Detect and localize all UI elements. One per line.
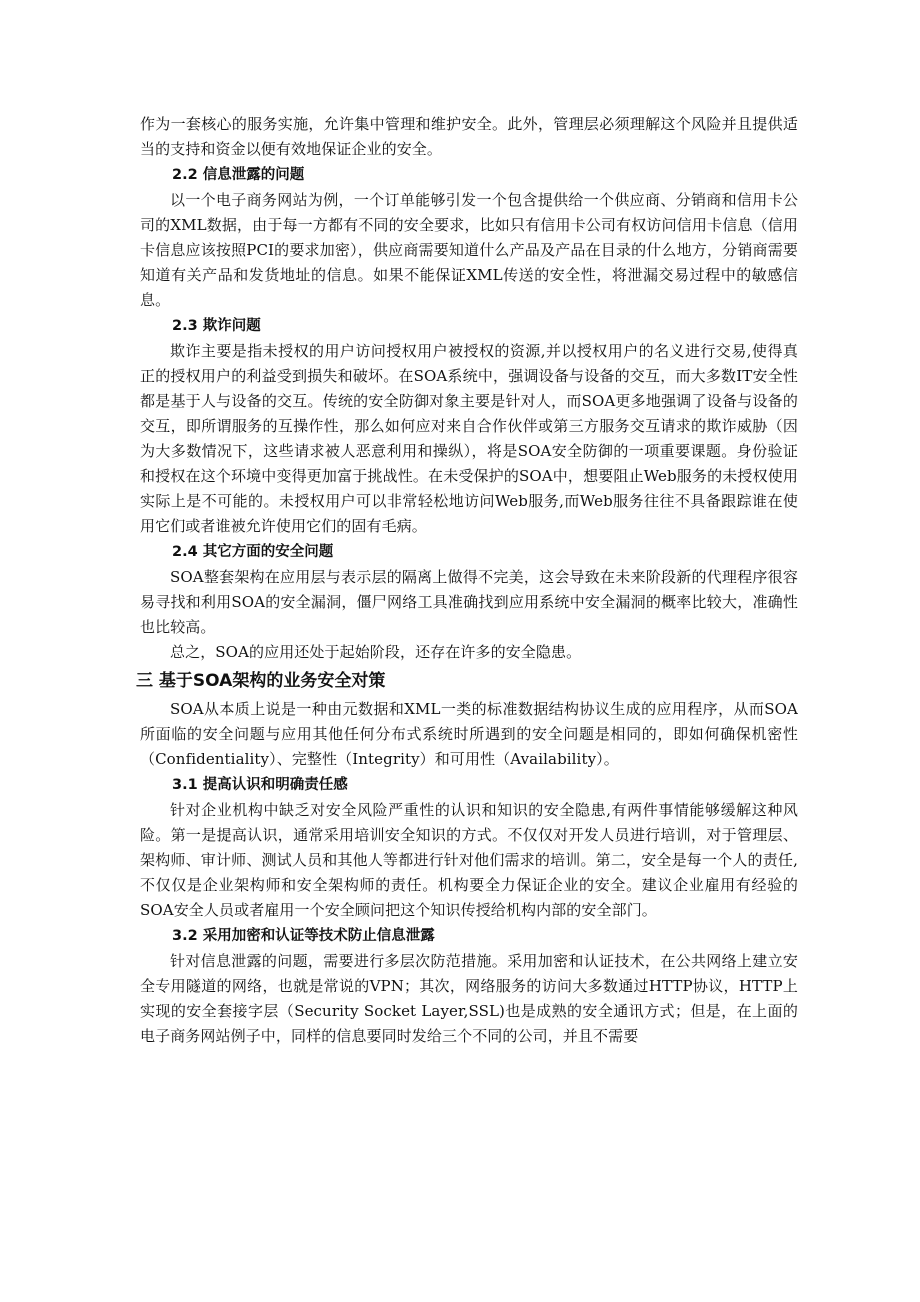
paragraph-fraud: 欺诈主要是指未授权的用户访问授权用户被授权的资源,并以授权用户的名义进行交易,使得真正的授权用户的利益受到损失和破坏。在SOA系统中，强调设备与设备的交互，而大多数IT安全性都是基于人与设备的交互。传统的安全防御对象主要是针对人，而SOA更多地强调了设备与设备的交互，即所谓服务的互操作性，那么如何应对来自合作伙伴或第三方服务交互请求的欺诈威胁（因为大多数情况下，这些请求被人恶意利用和操纵），将是SOA安全防御的一项重要课题。身份验证和授权在这个环境中变得更加富于挑战性。在未受保护的SOA中，想要阻止Web服务的未授权使用实际上是不可能的。未授权用户可以非常轻松地访问Web服务,而Web服务往往不具备跟踪谁在使用它们或者谁被允许使用它们的固有毛病。 [140, 342, 798, 535]
subheading-2-2: 2.2 信息泄露的问题 [172, 167, 305, 183]
subheading-3-2: 3.2 采用加密和认证等技术防止信息泄露 [172, 928, 435, 944]
paragraph-info-leak: 以一个电子商务网站为例，一个订单能够引发一个包含提供给一个供应商、分销商和信用卡公司的XML数据，由于每一方都有不同的安全要求，比如只有信用卡公司有权访问信用卡信息（信用卡信息应该按照PCI的要求加密），供应商需要知道什么产品及产品在目录的什么地方，分销商需要知道有关产品和发货地址的信息。如果不能保证XML传送的安全性，将泄漏交易过程中的敏感信息。 [140, 191, 798, 309]
paragraph-other-issues: SOA整套架构在应用层与表示层的隔离上做得不完美，这会导致在未来阶段新的代理程序很容易寻找和利用SOA的安全漏洞，僵尸网络工具准确找到应用系统中安全漏洞的概率比较大，准确性也比较高。 [140, 568, 798, 636]
section-heading-3: 三 基于SOA架构的业务安全对策 [136, 671, 386, 691]
paragraph-soa-essence: SOA从本质上说是一种由元数据和XML一类的标准数据结构协议生成的应用程序，从而SOA所面临的安全问题与应用其他任何分布式系统时所遇到的安全问题是相同的，即如何确保机密性（Confidentiality）、完整性（Integrity）和可用性（Availability）。 [140, 700, 798, 768]
subheading-2-3: 2.3 欺诈问题 [172, 318, 261, 334]
paragraph-summary: 总之，SOA的应用还处于起始阶段，还存在许多的安全隐患。 [170, 643, 582, 661]
subheading-3-1: 3.1 提高认识和明确责任感 [172, 777, 348, 793]
paragraph-encryption: 针对信息泄露的问题，需要进行多层次防范措施。采用加密和认证技术，在公共网络上建立安全专用隧道的网络，也就是常说的VPN；其次，网络服务的访问大多数通过HTTP协议，HTTP上实现的安全套接字层（Security Socket Layer,SSL)也是成熟的安全通讯方式；但是，在上面的电子商务网站例子中，同样的信息要同时发给三个不同的公司，并且不需要 [140, 952, 798, 1045]
subheading-2-4: 2.4 其它方面的安全问题 [172, 544, 334, 560]
paragraph-intro: 作为一套核心的服务实施，允许集中管理和维护安全。此外，管理层必须理解这个风险并且提供适当的支持和资金以便有效地保证企业的安全。 [140, 115, 798, 158]
paragraph-awareness: 针对企业机构中缺乏对安全风险严重性的认识和知识的安全隐患,有两件事情能够缓解这种风险。第一是提高认识，通常采用培训安全知识的方式。不仅仅对开发人员进行培训，对于管理层、架构师、审计师、测试人员和其他人等都进行针对他们需求的培训。第二，安全是每一个人的责任,不仅仅是企业架构师和安全架构师的责任。机构要全力保证企业的安全。建议企业雇用有经验的SOA安全人员或者雇用一个安全顾问把这个知识传授给机构内部的安全部门。 [140, 801, 798, 919]
document-page [136, 112, 798, 1049]
